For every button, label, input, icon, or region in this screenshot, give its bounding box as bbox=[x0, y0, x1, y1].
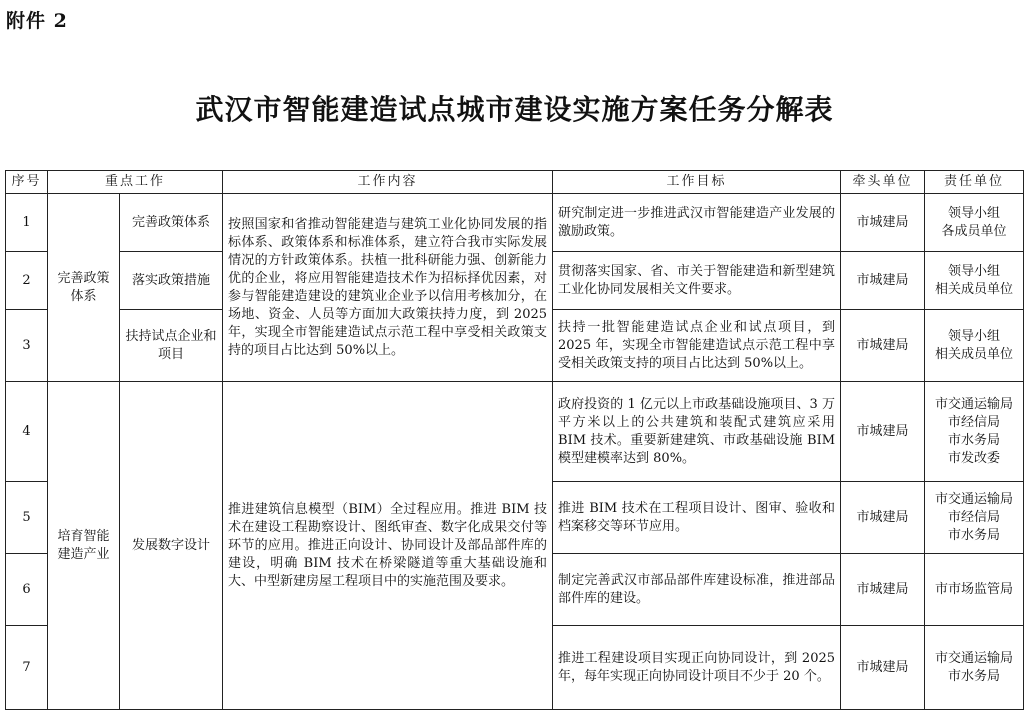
sub-item-cell: 落实政策措施 bbox=[120, 252, 223, 310]
goal-cell: 推进 BIM 技术在工程项目设计、图审、验收和档案移交等环节应用。 bbox=[553, 482, 841, 554]
row-no: 4 bbox=[6, 382, 48, 482]
resp-unit: 市交通运输局 bbox=[935, 650, 1014, 666]
lead-cell: 市城建局 bbox=[841, 252, 925, 310]
resp-unit: 市水务局 bbox=[948, 668, 1001, 684]
row-no: 6 bbox=[6, 554, 48, 626]
header-row bbox=[6, 171, 1024, 194]
group-cell: 培育智能建造产业 bbox=[48, 382, 120, 710]
resp-unit: 市经信局 bbox=[948, 414, 1001, 430]
row-no: 3 bbox=[6, 310, 48, 382]
resp-cell bbox=[925, 482, 1024, 554]
resp-unit: 各成员单位 bbox=[941, 223, 1007, 239]
header-no: 序号 bbox=[6, 171, 48, 194]
goal-cell: 政府投资的 1 亿元以上市政基础设施项目、3 万平方米以上的公共建筑和装配式建筑应采用 BIM 技术。重要新建建筑、市政基础设施 BIM 模型建模率达到 80%。 bbox=[553, 382, 841, 482]
page-title: 武汉市智能建造试点城市建设实施方案任务分解表 bbox=[195, 93, 834, 126]
content-cell: 按照国家和省推动智能建造与建筑工业化协同发展的指标体系、政策体系和标准体系，建立符合我市实际发展情况的方针政策体系。扶植一批科研能力强、创新能力优的企业，将应用智能建造技术作为招标择优因素，对参与智能建造建设的建筑业企业予以信用考核加分，在场地、资金、人员等方面加大政策扶持力度，到 2025 年，实现全市智能建造试点示范工程中享受相关政策支持的项目占比达到 50%以上。 bbox=[223, 194, 553, 382]
content-cell: 推进建筑信息模型（BIM）全过程应用。推进 BIM 技术在建设工程勘察设计、图纸审查、数字化成果交付等环节的应用。推进正向设计、协同设计及部品部件库的建设，明确 BIM 技术在桥梁隧道等重大基础设施和大、中型新建房屋工程项目中的实施范围及要求。 bbox=[223, 382, 553, 710]
row-no: 5 bbox=[6, 482, 48, 554]
attachment-label: 附件 2 bbox=[6, 10, 68, 32]
goal-cell: 研究制定进一步推进武汉市智能建造产业发展的激励政策。 bbox=[553, 194, 841, 252]
goal-cell: 推进工程建设项目实现正向协同设计，到 2025 年，每年实现正向协同设计项目不少于 20 个。 bbox=[553, 626, 841, 710]
sub-item-cell: 扶持试点企业和项目 bbox=[120, 310, 223, 382]
resp-unit: 市水务局 bbox=[948, 432, 1001, 448]
group-cell: 完善政策体系 bbox=[48, 194, 120, 382]
resp-cell bbox=[925, 554, 1024, 626]
resp-unit: 领导小组 bbox=[948, 263, 1001, 279]
row-no: 2 bbox=[6, 252, 48, 310]
resp-unit: 领导小组 bbox=[948, 205, 1001, 221]
resp-cell bbox=[925, 194, 1024, 252]
task-table bbox=[5, 170, 1024, 710]
lead-cell: 市城建局 bbox=[841, 626, 925, 710]
header-key-work: 重点工作 bbox=[48, 171, 223, 194]
resp-cell bbox=[925, 626, 1024, 710]
lead-cell: 市城建局 bbox=[841, 310, 925, 382]
resp-cell bbox=[925, 310, 1024, 382]
goal-cell: 扶持一批智能建造试点企业和试点项目，到 2025 年，实现全市智能建造试点示范工程中享受相关政策支持的项目占比达到 50%以上。 bbox=[553, 310, 841, 382]
resp-unit: 市发改委 bbox=[948, 450, 1001, 466]
resp-unit: 市市场监管局 bbox=[935, 581, 1014, 597]
row-no: 7 bbox=[6, 626, 48, 710]
lead-cell: 市城建局 bbox=[841, 382, 925, 482]
header-content: 工作内容 bbox=[223, 171, 553, 194]
lead-cell: 市城建局 bbox=[841, 554, 925, 626]
resp-unit: 领导小组 bbox=[948, 328, 1001, 344]
resp-unit: 市交通运输局 bbox=[935, 396, 1014, 412]
resp-cell bbox=[925, 382, 1024, 482]
table-row bbox=[6, 194, 1024, 252]
goal-cell: 贯彻落实国家、省、市关于智能建造和新型建筑工业化协同发展相关文件要求。 bbox=[553, 252, 841, 310]
resp-unit: 市交通运输局 bbox=[935, 491, 1014, 507]
header-resp: 责任单位 bbox=[925, 171, 1024, 194]
resp-unit: 相关成员单位 bbox=[935, 346, 1014, 362]
table-row bbox=[6, 382, 1024, 482]
resp-unit: 市水务局 bbox=[948, 527, 1001, 543]
resp-unit: 市经信局 bbox=[948, 509, 1001, 525]
goal-cell: 制定完善武汉市部品部件库建设标准，推进部品部件库的建设。 bbox=[553, 554, 841, 626]
sub-item-cell: 发展数字设计 bbox=[120, 382, 223, 710]
resp-unit: 相关成员单位 bbox=[935, 281, 1014, 297]
lead-cell: 市城建局 bbox=[841, 482, 925, 554]
header-lead: 牵头单位 bbox=[841, 171, 925, 194]
header-goal: 工作目标 bbox=[553, 171, 841, 194]
sub-item-cell: 完善政策体系 bbox=[120, 194, 223, 252]
row-no: 1 bbox=[6, 194, 48, 252]
lead-cell: 市城建局 bbox=[841, 194, 925, 252]
resp-cell bbox=[925, 252, 1024, 310]
